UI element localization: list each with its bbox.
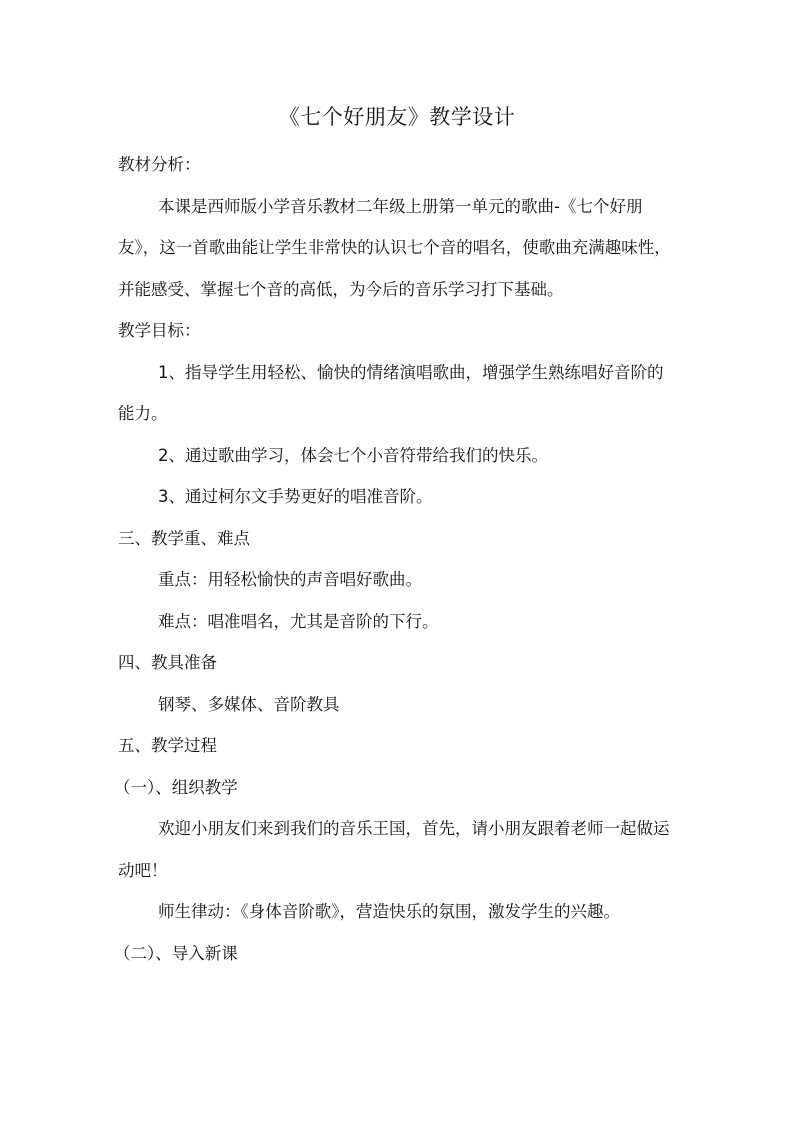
section-heading-teaching-goals: 教学目标： [118,321,201,340]
section-heading-process: 五、教学过程 [118,736,217,755]
goal-item-1: 1、指导学生用轻松、愉快的情绪演唱歌曲，增强学生熟练唱好音阶的能力。 [118,362,664,423]
key-point-text: 重点：用轻松愉快的声音唱好歌曲。 [158,570,422,589]
paragraph-rhythm-activity: 师生律动：《身体音阶歌》，营造快乐的氛围，激发学生的兴趣。 [158,902,620,921]
difficulty-text: 难点：唱准唱名，尤其是音阶的下行。 [158,611,439,631]
goal-item-2: 2、通过歌曲学习，体会七个小音符带给我们的快乐。 [158,445,548,465]
section-heading-material-analysis: 教材分析： [118,155,201,174]
subsection-heading-organize: （一）、组织教学 [114,777,238,797]
document-title: 《七个好朋友》教学设计 [278,105,516,129]
section-heading-key-points: 三、教学重、难点 [118,528,250,548]
goal-item-3: 3、通过柯尔文手势更好的唱准音阶。 [158,487,433,506]
paragraph-material-analysis: 本课是西师版小学音乐教材二年级上册第一单元的歌曲-《七个好朋友》，这一首歌曲能让学生非常快的认识七个音的唱名，使歌曲充满趣味性，并能感受、掌握七个音的高低，为今后的音乐学习打下基础。 [118,196,671,299]
section-heading-materials: 四、教具准备 [118,653,217,672]
materials-text: 钢琴、多媒体、音阶教具 [158,694,340,714]
subsection-heading-introduce: （二）、导入新课 [114,943,238,963]
document-body [114,144,678,974]
paragraph-welcome: 欢迎小朋友们来到我们的音乐王国，首先，请小朋友跟着老师一起做运动吧！ [118,819,670,880]
